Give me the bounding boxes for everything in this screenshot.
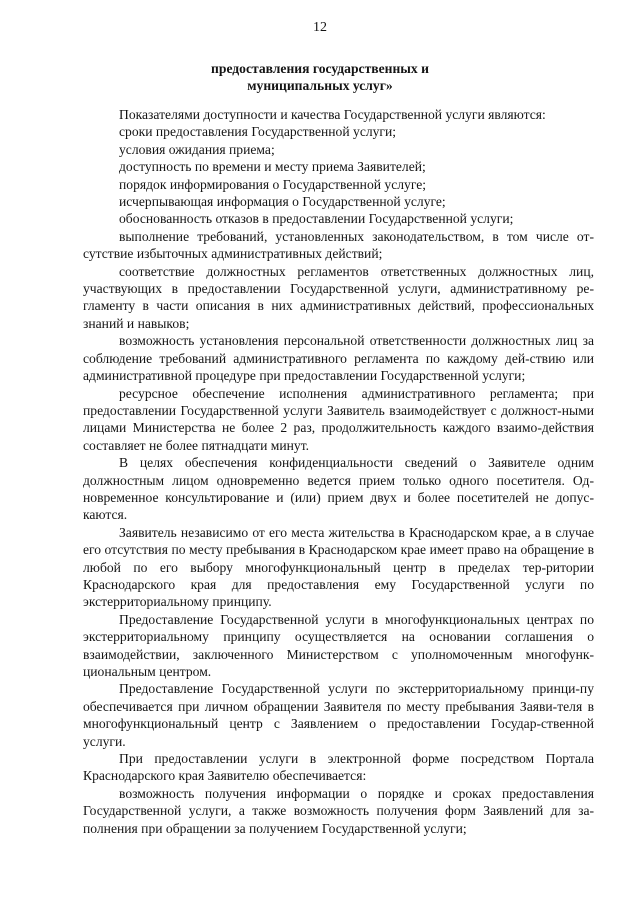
paragraph-list-item: выполнение требований, установленных законодательством, в том числе от-сутствие избыточных административных действий; [83, 228, 594, 262]
paragraph-list-item: условия ожидания приема; [119, 141, 275, 157]
paragraph-list-item: обоснованность отказов в предоставлении Государственной услуги; [119, 211, 514, 227]
heading-line-1: предоставления государственных и [211, 61, 429, 76]
paragraph-list-item: ресурсное обеспечение исполнения административного регламента; при предоставлении Государственной услуги Заявитель взаимодействует с должност-ными лицами Министерства не более 2 раз, продолжительность каждого взаимо-действия составляет не более пятнадцати минут. [83, 385, 594, 453]
paragraph-list-item: исчерпывающая информация о Государственной услуге; [119, 194, 446, 210]
paragraph-mfc-agreement: Предоставление Государственной услуги в многофункциональных центрах по экстерриториальному принципу осуществляется на основании соглашения о взаимодействии, заключенного Министерством с уполномоченным многофунк-циональным центром. [83, 611, 594, 679]
paragraph-extraterritorial-right: Заявитель независимо от его места жительства в Краснодарском крае, а в случае его отсутствия по месту пребывания в Краснодарском крае имеет право на обращение в любой по его выбору многофункциональный центр в пределах тер-ритории Краснодарского края для предоставления ему Государственной услуги по экстерриториальному принципу. [83, 524, 594, 610]
page-number: 12 [313, 20, 327, 35]
paragraph-list-item: порядок информирования о Государственной услуге; [119, 176, 427, 192]
paragraph-list-item: доступность по времени и месту приема Заявителей; [119, 159, 426, 175]
paragraph-electronic-form: При предоставлении услуги в электронной форме посредством Портала Краснодарского края Заявителю обеспечивается: [83, 751, 594, 784]
paragraph-confidentiality: В целях обеспечения конфиденциальности сведений о Заявителе одним должностным лицом одновременно ведется прием только одного посетителя. Од-новременное консультирование и (или) прием двух и более посетителей не допус-каются. [83, 455, 594, 523]
paragraph-list-item: сроки предоставления Государственной услуги; [119, 124, 397, 140]
heading-line-2: муниципальных услуг» [247, 78, 393, 93]
body-text [83, 106, 594, 837]
paragraph-list-item: возможность установления персональной ответственности должностных лиц за соблюдение требований административного регламента по каждому дей-ствию или административной процедуре при предоставлении Государственной услуги; [83, 333, 594, 384]
paragraph-indicators-intro: Показателями доступности и качества Государственной услуги являются: [119, 107, 546, 122]
paragraph-list-item: соответствие должностных регламентов ответственных должностных лиц, участвующих в предоставлении Государственной услуги, административному ре-гламенту в части описания в них административных действий, профессиональных знаний и навыков; [83, 263, 594, 331]
paragraph-personal-appeal: Предоставление Государственной услуги по экстерриториальному принци-пу обеспечивается при личном обращении Заявителя по месту пребывания Заяви-теля в многофункциональный центр с Заявлением о предоставлении Государ-ственной услуги. [83, 681, 594, 749]
section-heading [80, 60, 560, 94]
paragraph-info-access: возможность получения информации о порядке и сроках предоставления Государственной услуги, а также возможность получения форм Заявлений для за-полнения при обращении за получением Государственной услуги; [83, 785, 594, 836]
